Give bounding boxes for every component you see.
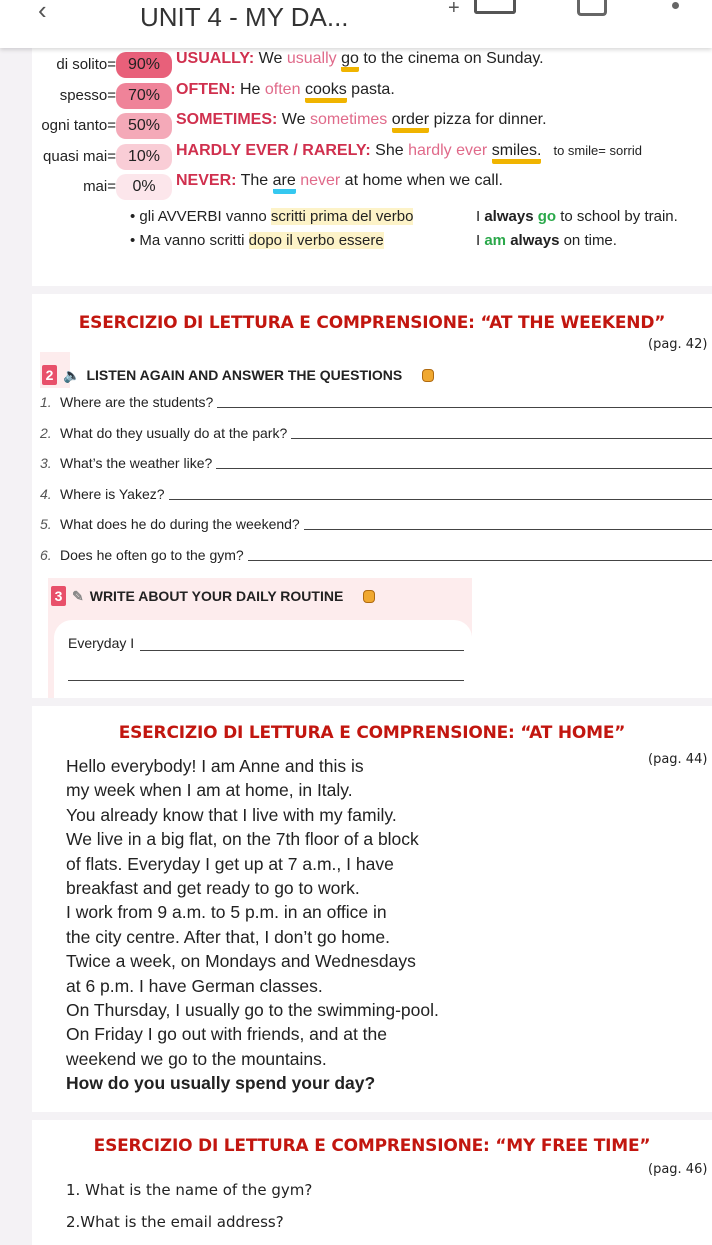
adverb: usually — [286, 50, 337, 67]
section-title: ESERCIZIO DI LETTURA E COMPRENSIONE: “AT HOME” — [118, 723, 626, 743]
reading-line: at 6 p.m. I have German classes. — [66, 975, 323, 996]
verb: are — [273, 172, 296, 194]
rule-highlight: dopo il verbo essere — [248, 232, 384, 249]
exercise-number: 3 — [51, 586, 66, 606]
verb: cooks — [305, 81, 347, 103]
example-2 — [476, 232, 617, 249]
adverb-heading: SOMETIMES: — [176, 111, 278, 128]
rule-1: • gli AVVERBI vanno scritti prima del verbo — [130, 208, 414, 225]
smiley-icon — [422, 369, 434, 382]
t: He — [235, 80, 265, 98]
t: The — [236, 172, 273, 189]
t: on time. — [559, 232, 617, 249]
t: I — [476, 208, 485, 225]
verb: go — [341, 50, 359, 72]
question-text: What do they usually do at the park? — [60, 424, 288, 441]
italian-label: di solito= — [56, 56, 116, 73]
t: We — [254, 50, 287, 67]
italian-label: spesso= — [59, 86, 116, 104]
reading-line: Hello everybody! I am Anne and this is — [66, 756, 364, 776]
answer-line[interactable] — [248, 547, 712, 561]
reading-text — [66, 754, 439, 1096]
writing-area — [54, 620, 472, 698]
reading-line: On Thursday, I usually go to the swimming-pool. — [66, 1000, 439, 1021]
t: We — [277, 111, 310, 128]
italian-label: mai= — [83, 178, 116, 195]
exercise-title: WRITE ABOUT YOUR DAILY ROUTINE — [89, 588, 344, 604]
pencil-icon: ✎ — [72, 587, 84, 604]
reading-line: my week when I am at home, in Italy. — [66, 780, 353, 801]
question-text: What does he do during the weekend? — [60, 516, 300, 532]
t: to the cinema on Sunday. — [358, 50, 544, 67]
adverb-example — [176, 111, 547, 129]
reading-line: Twice a week, on Mondays and Wednesdays — [66, 951, 416, 972]
question-text: Where are the students? — [60, 394, 214, 410]
reading-line: weekend we go to the mountains. — [66, 1048, 327, 1069]
exercise-2-header — [42, 365, 434, 385]
verb: order — [392, 111, 429, 133]
reading-line: I work from 9 a.m. to 5 p.m. in an office in — [66, 902, 387, 923]
t: always — [484, 208, 534, 225]
exercise-number: 2 — [42, 365, 57, 385]
question-number: 4. — [40, 485, 52, 502]
question-number: 2. — [40, 424, 52, 441]
reading-line: breakfast and get ready to go to work. — [66, 878, 360, 899]
verb: smiles. — [492, 142, 542, 164]
page-ref: (pag. 44) — [648, 752, 708, 767]
add-icon[interactable]: + — [448, 0, 460, 19]
reading-line: On Friday I go out with friends, and at the — [66, 1024, 388, 1045]
question-text: Does he often go to the gym? — [60, 546, 244, 563]
percent-badge: 50% — [116, 113, 172, 139]
more-options-icon[interactable] — [672, 2, 679, 9]
adverb-example — [176, 50, 544, 68]
answer-line[interactable] — [68, 680, 464, 681]
rule-2: • Ma vanno scritti dopo il verbo essere — [130, 232, 384, 249]
italian-label: quasi mai= — [43, 147, 116, 165]
section-title: ESERCIZIO DI LETTURA E COMPRENSIONE: “MY FREE TIME” — [93, 1136, 651, 1156]
question-text: What’s the weather like? — [60, 455, 213, 471]
question-number: 6. — [40, 546, 52, 563]
routine-start: Everyday I — [68, 635, 135, 651]
adverb: hardly ever — [408, 141, 488, 159]
speaker-icon: 🔈 — [63, 366, 81, 383]
answer-line[interactable] — [140, 635, 464, 651]
adverb-heading: NEVER: — [176, 172, 237, 189]
adverb: often — [264, 80, 301, 98]
question-item — [40, 486, 712, 502]
translation-note: to smile= sorrid — [553, 142, 642, 158]
percent-badge: 10% — [116, 144, 172, 170]
question: 1. What is the name of the gym? — [66, 1181, 313, 1199]
question-number: 5. — [40, 516, 52, 532]
question-item — [40, 394, 712, 410]
percent-badge: 70% — [116, 83, 172, 109]
question-item — [40, 516, 712, 532]
t: pasta. — [346, 80, 395, 98]
reading-line: of flats. Everyday I get up at 7 a.m., I have — [66, 853, 394, 874]
exercise-3-header — [51, 586, 375, 606]
adverb-example — [176, 142, 642, 160]
answer-line[interactable] — [217, 394, 712, 408]
rule-text: Ma vanno scritti — [139, 232, 249, 249]
question-text: Where is Yakez? — [60, 485, 165, 502]
question-number: 1. — [40, 394, 52, 410]
t: She — [370, 141, 409, 159]
page-ref: (pag. 42) — [648, 337, 708, 352]
percent-badge: 90% — [116, 52, 172, 78]
t: am — [484, 232, 507, 249]
section-title: ESERCIZIO DI LETTURA E COMPRENSIONE: “AT THE WEEKEND” — [78, 313, 666, 333]
adverb-heading: USUALLY: — [176, 50, 255, 67]
t: I — [476, 232, 485, 249]
document-title: UNIT 4 - MY DA... — [140, 2, 349, 32]
adverb-example — [176, 172, 503, 190]
t: always — [510, 232, 560, 249]
adverb-example — [176, 81, 395, 99]
comment-icon[interactable] — [474, 0, 516, 14]
t: pizza for dinner. — [429, 111, 547, 128]
answer-line[interactable] — [216, 455, 712, 469]
t: at home when we call. — [340, 172, 503, 189]
back-arrow-icon[interactable]: ‹ — [38, 0, 47, 25]
answer-line[interactable] — [169, 486, 712, 500]
italian-label: ogni tanto= — [41, 117, 116, 134]
adverb: sometimes — [309, 111, 388, 128]
question-item — [40, 547, 712, 563]
adverb-heading: OFTEN: — [176, 80, 236, 98]
question: 2.What is the email address? — [66, 1213, 284, 1231]
percent-badge: 0% — [116, 174, 172, 200]
page-ref: (pag. 46) — [648, 1162, 708, 1177]
question-item — [40, 455, 712, 471]
answer-line[interactable] — [291, 425, 712, 439]
smiley-icon — [363, 590, 375, 603]
rule-highlight: scritti prima del verbo — [270, 208, 414, 225]
exercise-title: LISTEN AGAIN AND ANSWER THE QUESTIONS — [86, 367, 403, 383]
example-1 — [476, 208, 678, 225]
t: go — [537, 208, 557, 225]
reading-line: We live in a big flat, on the 7th floor of a block — [66, 829, 419, 850]
search-icon[interactable] — [577, 0, 607, 16]
reading-line: the city centre. After that, I don’t go home. — [66, 926, 390, 947]
adverb-heading: HARDLY EVER / RARELY: — [176, 141, 371, 159]
rule-text: gli AVVERBI vanno — [139, 208, 271, 225]
answer-line[interactable] — [304, 516, 712, 530]
reading-question: How do you usually spend your day? — [66, 1073, 376, 1094]
t: to school by train. — [556, 208, 678, 225]
question-number: 3. — [40, 455, 52, 471]
adverb: never — [300, 172, 341, 189]
routine-line-1 — [68, 635, 464, 651]
question-item — [40, 425, 712, 441]
app-header — [0, 0, 712, 48]
reading-line: You already know that I live with my family. — [66, 804, 397, 825]
